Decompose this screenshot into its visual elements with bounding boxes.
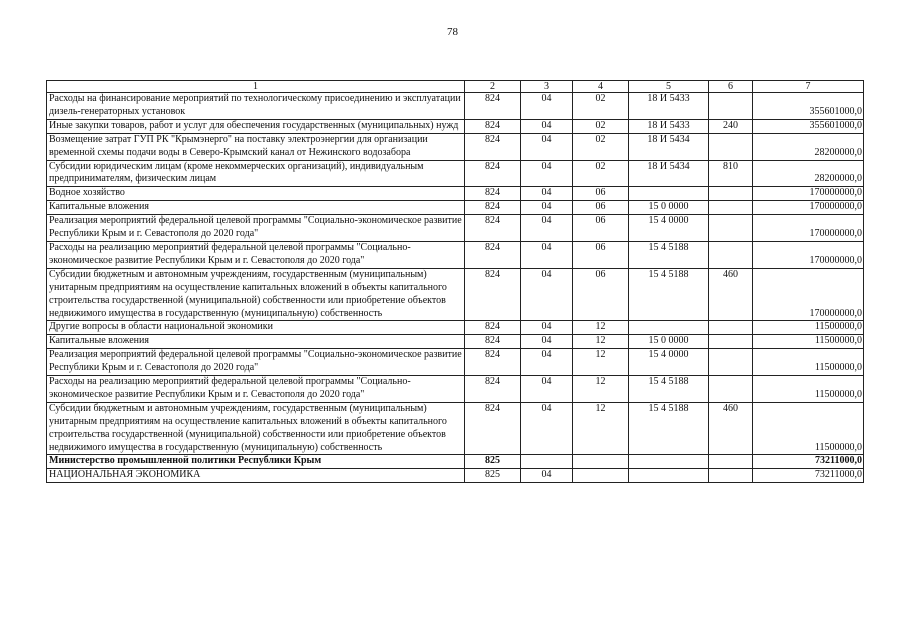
row-section-cell: 04 xyxy=(521,160,573,187)
table-row xyxy=(47,201,864,215)
row-amount-cell: 11500000,0 xyxy=(753,335,864,349)
row-target-article-cell: 15 4 5188 xyxy=(629,402,709,455)
column-header: 5 xyxy=(629,81,709,93)
row-section-cell: 04 xyxy=(521,469,573,483)
row-ministry-code-cell: 824 xyxy=(465,187,521,201)
row-section-cell: 04 xyxy=(521,201,573,215)
row-amount-cell: 73211000,0 xyxy=(753,469,864,483)
table-row xyxy=(47,335,864,349)
column-header: 2 xyxy=(465,81,521,93)
row-name-cell: Возмещение затрат ГУП РК "Крымэнерго" на поставку электроэнергии для организации временной схемы подачи воды в Северо-Крымский канал от Нежинского водозабора xyxy=(47,133,465,160)
row-subsection-cell: 06 xyxy=(573,241,629,268)
row-target-article-cell: 18 И 5433 xyxy=(629,119,709,133)
row-target-article-cell: 15 4 5188 xyxy=(629,241,709,268)
row-section-cell: 04 xyxy=(521,376,573,403)
row-ministry-code-cell: 824 xyxy=(465,376,521,403)
table-row xyxy=(47,321,864,335)
row-target-article-cell xyxy=(629,187,709,201)
row-ministry-code-cell: 824 xyxy=(465,119,521,133)
row-target-article-cell: 18 И 5433 xyxy=(629,93,709,120)
table-row xyxy=(47,187,864,201)
row-amount-cell: 355601000,0 xyxy=(753,93,864,120)
row-section-cell: 04 xyxy=(521,321,573,335)
row-target-article-cell: 15 4 0000 xyxy=(629,215,709,242)
table-row xyxy=(47,160,864,187)
row-subsection-cell xyxy=(573,469,629,483)
row-subsection-cell: 06 xyxy=(573,268,629,321)
row-subsection-cell: 12 xyxy=(573,402,629,455)
row-expense-type-cell xyxy=(709,215,753,242)
row-ministry-code-cell: 824 xyxy=(465,201,521,215)
column-header: 3 xyxy=(521,81,573,93)
row-name-cell: Капитальные вложения xyxy=(47,201,465,215)
row-name-cell: Министерство промышленной политики Республики Крым xyxy=(47,455,465,469)
row-name-cell: Другие вопросы в области национальной экономики xyxy=(47,321,465,335)
row-amount-cell: 11500000,0 xyxy=(753,321,864,335)
row-subsection-cell: 12 xyxy=(573,376,629,403)
row-subsection-cell xyxy=(573,455,629,469)
row-expense-type-cell xyxy=(709,376,753,403)
row-amount-cell: 11500000,0 xyxy=(753,402,864,455)
row-ministry-code-cell: 824 xyxy=(465,93,521,120)
column-header: 4 xyxy=(573,81,629,93)
row-name-cell: Расходы на реализацию мероприятий федеральной целевой программы "Социально-экономическое развитие Республики Крым и г. Севастополя до 2020 года" xyxy=(47,376,465,403)
row-section-cell: 04 xyxy=(521,349,573,376)
table-row xyxy=(47,119,864,133)
row-ministry-code-cell: 824 xyxy=(465,402,521,455)
table-row xyxy=(47,268,864,321)
row-subsection-cell: 02 xyxy=(573,93,629,120)
row-expense-type-cell xyxy=(709,469,753,483)
row-expense-type-cell xyxy=(709,187,753,201)
column-header: 1 xyxy=(47,81,465,93)
row-target-article-cell: 15 4 0000 xyxy=(629,349,709,376)
row-name-cell: НАЦИОНАЛЬНАЯ ЭКОНОМИКА xyxy=(47,469,465,483)
row-amount-cell: 11500000,0 xyxy=(753,376,864,403)
column-header: 7 xyxy=(753,81,864,93)
row-ministry-code-cell: 824 xyxy=(465,321,521,335)
row-ministry-code-cell: 824 xyxy=(465,349,521,376)
row-name-cell: Капитальные вложения xyxy=(47,335,465,349)
row-subsection-cell: 06 xyxy=(573,201,629,215)
table-body xyxy=(47,93,864,483)
table-row xyxy=(47,469,864,483)
table-row xyxy=(47,455,864,469)
row-expense-type-cell xyxy=(709,455,753,469)
row-section-cell: 04 xyxy=(521,402,573,455)
row-section-cell: 04 xyxy=(521,93,573,120)
table-row xyxy=(47,402,864,455)
row-expense-type-cell xyxy=(709,241,753,268)
row-ministry-code-cell: 824 xyxy=(465,215,521,242)
row-target-article-cell: 15 0 0000 xyxy=(629,335,709,349)
page-number: 78 xyxy=(447,26,458,38)
row-target-article-cell xyxy=(629,469,709,483)
row-expense-type-cell: 460 xyxy=(709,268,753,321)
row-name-cell: Расходы на финансирование мероприятий по технологическому присоединению и эксплуатации дизель-генераторных установок xyxy=(47,93,465,120)
row-amount-cell: 170000000,0 xyxy=(753,187,864,201)
row-subsection-cell: 06 xyxy=(573,215,629,242)
table-row xyxy=(47,349,864,376)
row-expense-type-cell xyxy=(709,335,753,349)
row-expense-type-cell xyxy=(709,349,753,376)
row-target-article-cell: 15 4 5188 xyxy=(629,268,709,321)
row-ministry-code-cell: 824 xyxy=(465,241,521,268)
row-section-cell: 04 xyxy=(521,268,573,321)
row-amount-cell: 170000000,0 xyxy=(753,268,864,321)
row-name-cell: Реализация мероприятий федеральной целевой программы "Социально-экономическое развитие Республики Крым и г. Севастополя до 2020 года" xyxy=(47,215,465,242)
row-name-cell: Субсидии юридическим лицам (кроме некоммерческих организаций), индивидуальным предпринимателям, физическим лицам xyxy=(47,160,465,187)
row-expense-type-cell: 460 xyxy=(709,402,753,455)
table-header-row xyxy=(47,81,864,93)
row-name-cell: Субсидии бюджетным и автономным учреждениям, государственным (муниципальным) унитарным предприятиям на осуществление капитальных вложений в объекты капитального строительства государственной (муниципальной) собственности или приобретение объектов недвижимого имущества в государственную (муниципальную) собственность xyxy=(47,268,465,321)
row-section-cell: 04 xyxy=(521,215,573,242)
row-target-article-cell: 15 0 0000 xyxy=(629,201,709,215)
table-row xyxy=(47,215,864,242)
row-section-cell: 04 xyxy=(521,187,573,201)
row-expense-type-cell xyxy=(709,93,753,120)
row-subsection-cell: 06 xyxy=(573,187,629,201)
row-ministry-code-cell: 825 xyxy=(465,469,521,483)
row-subsection-cell: 12 xyxy=(573,349,629,376)
row-subsection-cell: 02 xyxy=(573,133,629,160)
table-row xyxy=(47,133,864,160)
row-name-cell: Иные закупки товаров, работ и услуг для обеспечения государственных (муниципальных) нужд xyxy=(47,119,465,133)
row-amount-cell: 28200000,0 xyxy=(753,133,864,160)
row-section-cell: 04 xyxy=(521,335,573,349)
row-expense-type-cell: 240 xyxy=(709,119,753,133)
row-section-cell: 04 xyxy=(521,119,573,133)
row-section-cell: 04 xyxy=(521,241,573,268)
row-amount-cell: 170000000,0 xyxy=(753,215,864,242)
row-subsection-cell: 02 xyxy=(573,160,629,187)
row-amount-cell: 170000000,0 xyxy=(753,201,864,215)
row-target-article-cell: 18 И 5434 xyxy=(629,133,709,160)
row-target-article-cell xyxy=(629,455,709,469)
row-subsection-cell: 02 xyxy=(573,119,629,133)
row-target-article-cell: 15 4 5188 xyxy=(629,376,709,403)
row-name-cell: Реализация мероприятий федеральной целевой программы "Социально-экономическое развитие Республики Крым и г. Севастополя до 2020 года" xyxy=(47,349,465,376)
row-amount-cell: 355601000,0 xyxy=(753,119,864,133)
row-amount-cell: 73211000,0 xyxy=(753,455,864,469)
row-section-cell xyxy=(521,455,573,469)
row-ministry-code-cell: 824 xyxy=(465,268,521,321)
row-target-article-cell: 18 И 5434 xyxy=(629,160,709,187)
row-section-cell: 04 xyxy=(521,133,573,160)
row-subsection-cell: 12 xyxy=(573,321,629,335)
row-ministry-code-cell: 825 xyxy=(465,455,521,469)
row-ministry-code-cell: 824 xyxy=(465,335,521,349)
row-ministry-code-cell: 824 xyxy=(465,133,521,160)
table-row xyxy=(47,93,864,120)
row-ministry-code-cell: 824 xyxy=(465,160,521,187)
row-name-cell: Расходы на реализацию мероприятий федеральной целевой программы "Социально-экономическое развитие Республики Крым и г. Севастополя до 2020 года" xyxy=(47,241,465,268)
budget-table xyxy=(46,80,864,483)
table-row xyxy=(47,241,864,268)
table-row xyxy=(47,376,864,403)
row-amount-cell: 11500000,0 xyxy=(753,349,864,376)
row-name-cell: Субсидии бюджетным и автономным учреждениям, государственным (муниципальным) унитарным предприятиям на осуществление капитальных вложений в объекты капитального строительства государственной (муниципальной) собственности или приобретение объектов недвижимого имущества в государственную (муниципальную) собственность xyxy=(47,402,465,455)
column-header: 6 xyxy=(709,81,753,93)
row-expense-type-cell xyxy=(709,321,753,335)
row-name-cell: Водное хозяйство xyxy=(47,187,465,201)
row-expense-type-cell xyxy=(709,133,753,160)
row-amount-cell: 170000000,0 xyxy=(753,241,864,268)
row-target-article-cell xyxy=(629,321,709,335)
row-amount-cell: 28200000,0 xyxy=(753,160,864,187)
row-subsection-cell: 12 xyxy=(573,335,629,349)
row-expense-type-cell: 810 xyxy=(709,160,753,187)
row-expense-type-cell xyxy=(709,201,753,215)
